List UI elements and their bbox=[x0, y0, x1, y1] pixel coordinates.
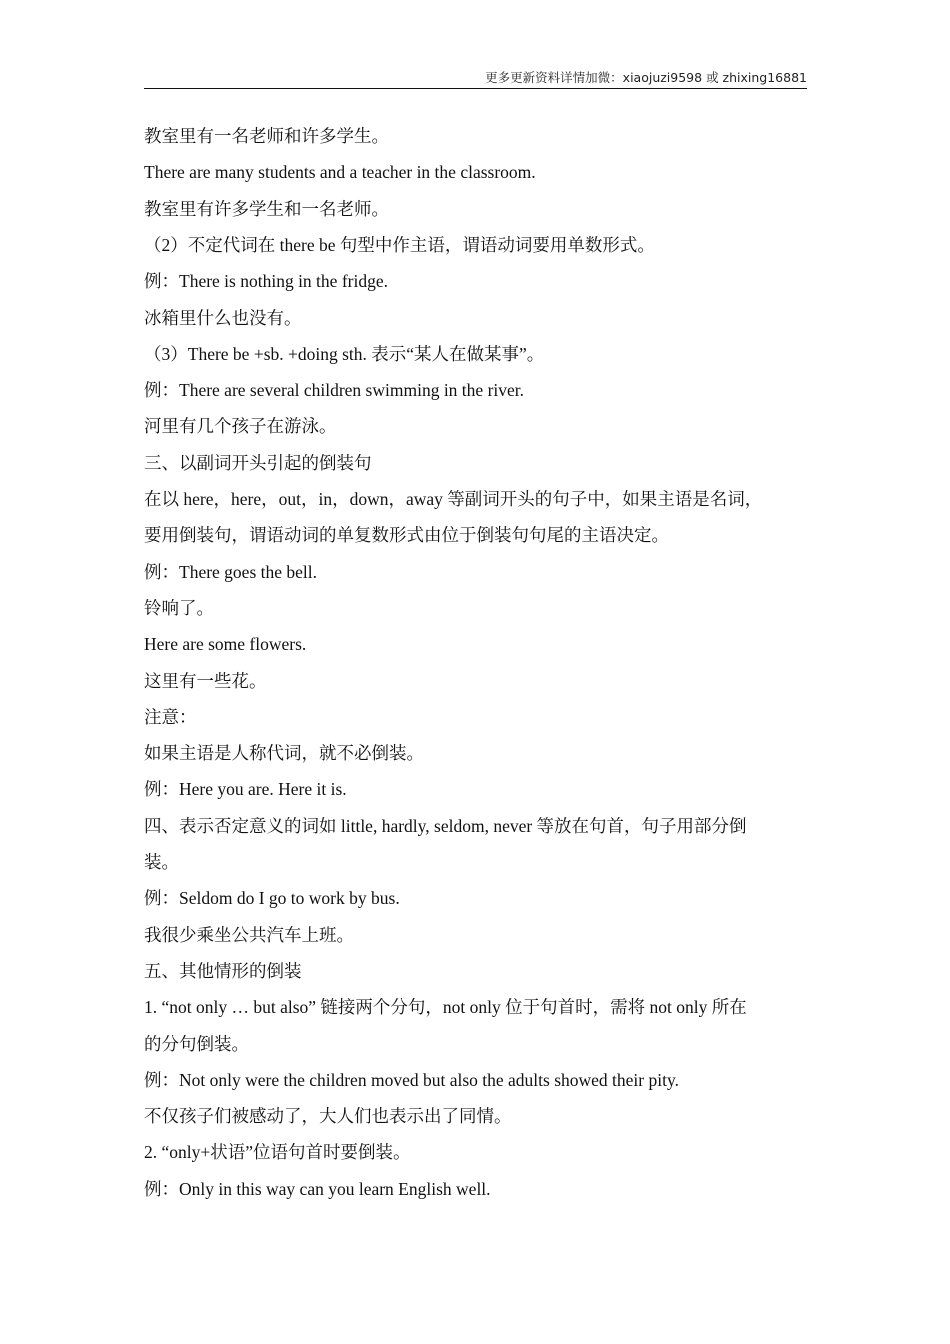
text-line: 的分句倒装。 bbox=[144, 1033, 249, 1054]
text-line: 例：There goes the bell. bbox=[144, 561, 318, 582]
text-line: 这里有一些花。 bbox=[144, 670, 267, 691]
text-line: 铃响了。 bbox=[144, 597, 214, 618]
text-line: 注意： bbox=[144, 706, 197, 727]
text-line: （3）There be +sb. +doing sth. 表示“某人在做某事”。 bbox=[144, 343, 545, 364]
section-heading: 四、表示否定意义的词如 little, hardly, seldom, never 等放在句首，句子用部分倒 bbox=[144, 815, 747, 836]
text-line: 例：There are several children swimming in the river. bbox=[144, 380, 525, 401]
text-line: Here are some flowers. bbox=[144, 634, 307, 655]
text-line: 河里有几个孩子在游泳。 bbox=[144, 416, 337, 437]
text-line: 2. “only+状语”位语句首时要倒装。 bbox=[144, 1142, 411, 1163]
text-line: 冰箱里什么也没有。 bbox=[144, 307, 302, 328]
text-line: 不仅孩子们被感动了，大人们也表示出了同情。 bbox=[144, 1106, 512, 1127]
text-line: （2）不定代词在 there be 句型中作主语，谓语动词要用单数形式。 bbox=[144, 234, 655, 255]
text-line: 如果主语是人称代词，就不必倒装。 bbox=[144, 743, 424, 764]
text-line: 例：Not only were the children moved but also the adults showed their pity. bbox=[144, 1069, 679, 1090]
text-line: 教室里有一名老师和许多学生。 bbox=[144, 126, 389, 146]
section-heading: 五、其他情形的倒装 bbox=[144, 960, 302, 981]
text-line: 教室里有许多学生和一名老师。 bbox=[144, 198, 389, 219]
text-line: 1. “not only … but also” 链接两个分句，not only 位于句首时，需将 not only 所在 bbox=[144, 997, 747, 1018]
text-line: 例：Seldom do I go to work by bus. bbox=[144, 888, 400, 909]
text-line: 要用倒装句，谓语动词的单复数形式由位于倒装句句尾的主语决定。 bbox=[144, 525, 669, 546]
section-heading: 三、以副词开头引起的倒装句 bbox=[144, 452, 372, 473]
document-body bbox=[144, 118, 812, 1218]
header-contact-text: 更多更新资料详情加微：xiaojuzi9598 或 zhixing16881 bbox=[485, 70, 807, 85]
text-line: 例：Here you are. Here it is. bbox=[144, 779, 347, 800]
text-line: There are many students and a teacher in the classroom. bbox=[144, 162, 536, 183]
text-line: 例：Only in this way can you learn English well. bbox=[144, 1178, 491, 1199]
text-line: 例：There is nothing in the fridge. bbox=[144, 271, 388, 292]
text-line: 我很少乘坐公共汽车上班。 bbox=[144, 924, 354, 945]
text-line: 在以 here，here，out，in，down，away 等副词开头的句子中，如果主语是名词， bbox=[144, 489, 763, 509]
text-line: 装。 bbox=[144, 852, 179, 872]
page-header bbox=[144, 66, 807, 89]
